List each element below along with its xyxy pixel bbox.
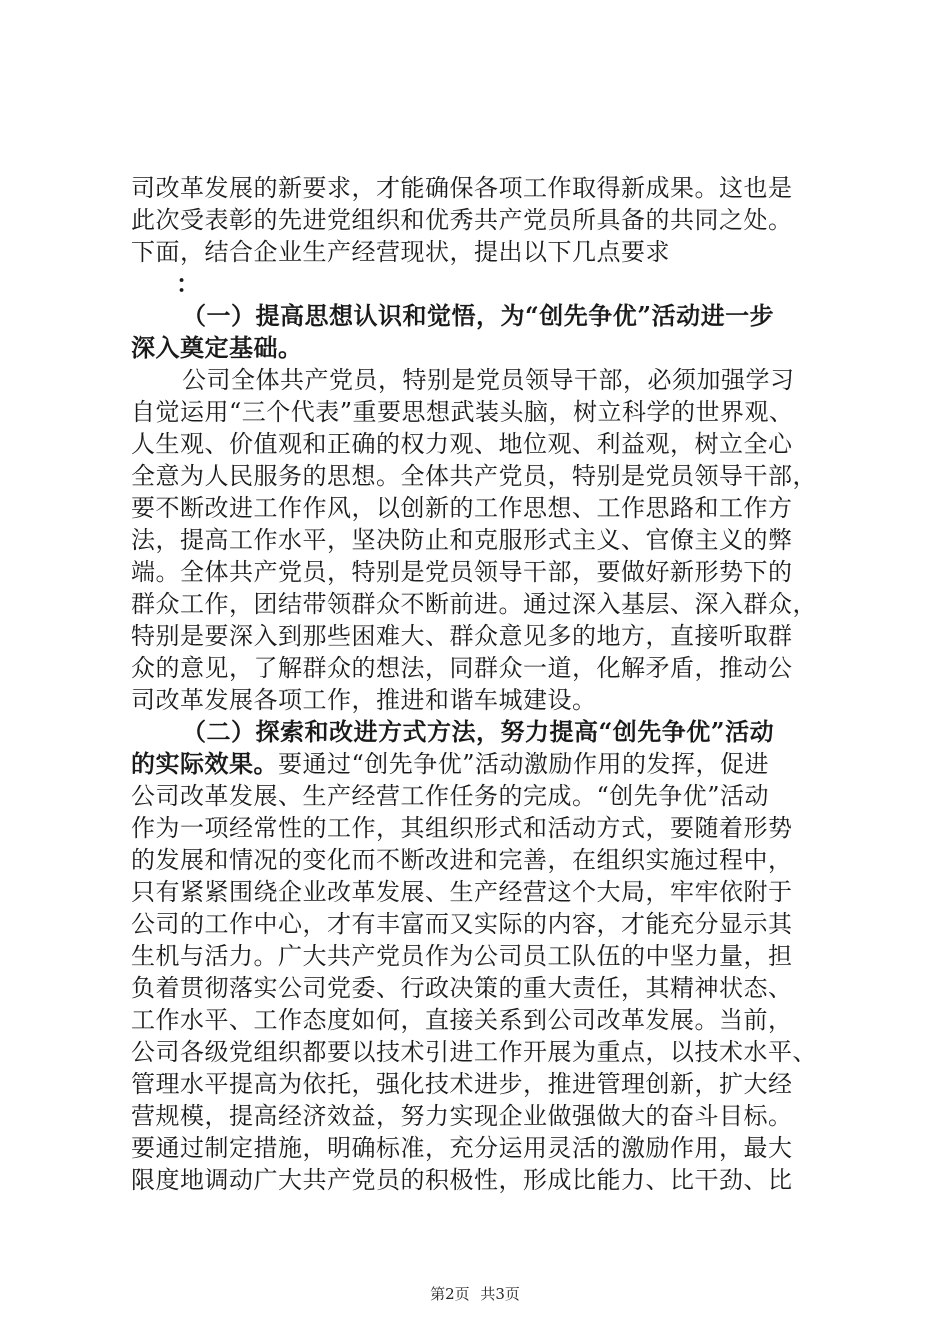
text-line: 限度地调动广大共产党员的积极性，形成比能力、比干劲、比: [131, 1166, 793, 1194]
page-total: 共3页: [480, 1285, 520, 1303]
section-heading: 深入奠定基础。: [131, 333, 303, 362]
text-line: 公司各级党组织都要以技术引进工作开展为重点，以技术水平、: [131, 1038, 817, 1066]
text-line: 只有紧紧围绕企业改革发展、生产经营这个大局，牢牢依附于: [131, 878, 793, 906]
text-line: 管理水平提高为依托，强化技术进步，推进管理创新，扩大经: [131, 1070, 793, 1098]
text-line: 公司改革发展、生产经营工作任务的完成。“创先争优”活动: [131, 782, 770, 810]
text-line: ：: [176, 269, 201, 298]
text-run: 要通过“创先争优”活动激励作用的发挥，促进: [278, 750, 770, 778]
text-line: 端。全体共产党员，特别是党员领导干部，要做好新形势下的: [131, 558, 793, 586]
text-line: 下面，结合企业生产经营现状，提出以下几点要求: [131, 238, 670, 266]
section-heading: （二）探索和改进方式方法，努力提高“创先争优”活动: [182, 717, 775, 746]
page-footer: [0, 1283, 950, 1304]
text-line: 特别是要深入到那些困难大、群众意见多的地方，直接听取群: [131, 622, 793, 650]
text-line: 要不断改进工作作风，以创新的工作思想、工作思路和工作方: [131, 494, 793, 522]
text-line: 工作水平、工作态度如何，直接关系到公司改革发展。当前，: [131, 1006, 793, 1034]
text-line: 公司的工作中心，才有丰富而又实际的内容，才能充分显示其: [131, 910, 793, 938]
document-body: [131, 172, 831, 1196]
section-heading: （一）提高思想认识和觉悟，为“创先争优”活动进一步: [182, 301, 775, 330]
text-line: 自觉运用“三个代表”重要思想武装头脑，树立科学的世界观、: [131, 398, 794, 426]
text-line: 人生观、价值观和正确的权力观、地位观、利益观，树立全心: [131, 430, 793, 458]
text-line: 司改革发展的新要求，才能确保各项工作取得新成果。这也是: [131, 174, 793, 202]
text-line: 全意为人民服务的思想。全体共产党员，特别是党员领导干部，: [131, 462, 817, 490]
page-number: 第2页: [430, 1285, 470, 1303]
text-line: 作为一项经常性的工作，其组织形式和活动方式，要随着形势: [131, 814, 793, 842]
section-heading: 的实际效果。: [131, 749, 278, 778]
text-line: 司改革发展各项工作，推进和谐车城建设。: [131, 686, 597, 714]
text-line: [131, 748, 831, 780]
text-line: 此次受表彰的先进党组织和优秀共产党员所具备的共同之处。: [131, 206, 793, 234]
text-line: 法，提高工作水平，坚决防止和克服形式主义、官僚主义的弊: [131, 526, 793, 554]
text-line: 要通过制定措施，明确标准，充分运用灵活的激励作用，最大: [131, 1134, 793, 1162]
text-line: 负着贯彻落实公司党委、行政决策的重大责任，其精神状态、: [131, 974, 793, 1002]
text-line: 群众工作，团结带领群众不断前进。通过深入基层、深入群众，: [131, 590, 817, 618]
text-line: 公司全体共产党员，特别是党员领导干部，必须加强学习: [182, 366, 795, 394]
text-line: 营规模，提高经济效益，努力实现企业做强做大的奋斗目标。: [131, 1102, 793, 1130]
text-line: 的发展和情况的变化而不断改进和完善，在组织实施过程中，: [131, 846, 793, 874]
text-line: 众的意见，了解群众的想法，同群众一道，化解矛盾，推动公: [131, 654, 793, 682]
text-line: 生机与活力。广大共产党员作为公司员工队伍的中坚力量，担: [131, 942, 793, 970]
